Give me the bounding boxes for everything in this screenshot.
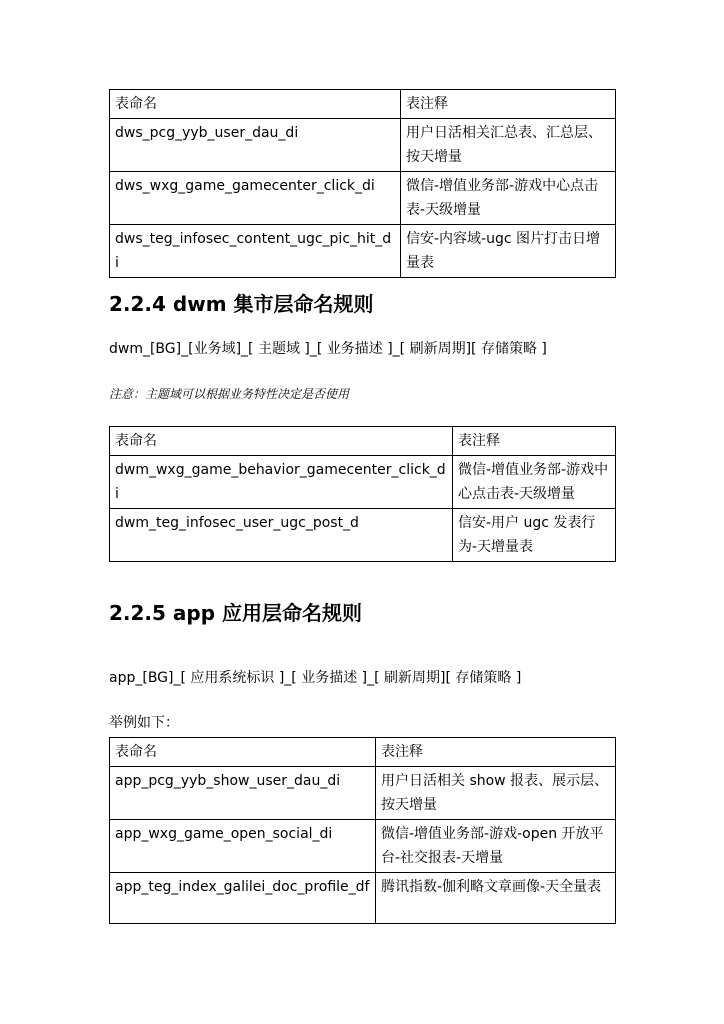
table-row xyxy=(110,456,616,509)
app-naming-pattern: app_[BG]_[ 应用系统标识 ]_[ 业务描述 ]_[ 刷新周期][ 存储策略 ] xyxy=(109,670,522,686)
column-header-name: 表命名 xyxy=(110,90,401,119)
table-comment-cell: 信安-用户 ugc 发表行为-天增量表 xyxy=(453,509,616,562)
table-row xyxy=(110,172,616,225)
table-comment-cell: 微信-增值业务部-游戏中心点击表-天级增量 xyxy=(401,172,616,225)
column-header-comment: 表注释 xyxy=(376,738,616,767)
table-name-cell: app_wxg_game_open_social_di xyxy=(110,820,376,873)
column-header-name: 表命名 xyxy=(110,738,376,767)
dwm-naming-table xyxy=(109,426,616,562)
table-row xyxy=(110,820,616,873)
table-comment-cell: 微信-增值业务部-游戏中心点击表-天级增量 xyxy=(453,456,616,509)
column-header-comment: 表注释 xyxy=(453,427,616,456)
dws-naming-table xyxy=(109,89,616,278)
table-header-row xyxy=(110,738,616,767)
table-name-cell: app_teg_index_galilei_doc_profile_df xyxy=(110,873,376,924)
table-row xyxy=(110,767,616,820)
table-header-row xyxy=(110,90,616,119)
table-row xyxy=(110,119,616,172)
table-comment-cell: 微信-增值业务部-游戏-open 开放平台-社交报表-天增量 xyxy=(376,820,616,873)
table-name-cell: dwm_teg_infosec_user_ugc_post_d xyxy=(110,509,453,562)
dwm-note: 注意：主题域可以根据业务特性决定是否使用 xyxy=(109,387,350,401)
table-comment-cell: 腾讯指数-伽利略文章画像-天全量表 xyxy=(376,873,616,924)
table-row xyxy=(110,509,616,562)
table-name-cell: dws_pcg_yyb_user_dau_di xyxy=(110,119,401,172)
example-intro: 举例如下： xyxy=(109,715,179,731)
table-name-cell: app_pcg_yyb_show_user_dau_di xyxy=(110,767,376,820)
app-naming-table xyxy=(109,737,616,924)
column-header-name: 表命名 xyxy=(110,427,453,456)
table-comment-cell: 用户日活相关 show 报表、展示层、按天增量 xyxy=(376,767,616,820)
table-comment-cell: 信安-内容域-ugc 图片打击日增量表 xyxy=(401,225,616,278)
table-comment-cell: 用户日活相关汇总表、汇总层、按天增量 xyxy=(401,119,616,172)
section-heading-app: 2.2.5 app 应用层命名规则 xyxy=(109,601,362,625)
table-name-cell: dws_teg_infosec_content_ugc_pic_hit_di xyxy=(110,225,401,278)
dwm-naming-pattern: dwm_[BG]_[业务域]_[ 主题域 ]_[ 业务描述 ]_[ 刷新周期][ 存储策略 ] xyxy=(109,341,547,357)
section-heading-dwm: 2.2.4 dwm 集市层命名规则 xyxy=(109,292,374,316)
table-name-cell: dwm_wxg_game_behavior_gamecenter_click_di xyxy=(110,456,453,509)
table-row xyxy=(110,873,616,924)
table-name-cell: dws_wxg_game_gamecenter_click_di xyxy=(110,172,401,225)
table-row xyxy=(110,225,616,278)
table-header-row xyxy=(110,427,616,456)
column-header-comment: 表注释 xyxy=(401,90,616,119)
